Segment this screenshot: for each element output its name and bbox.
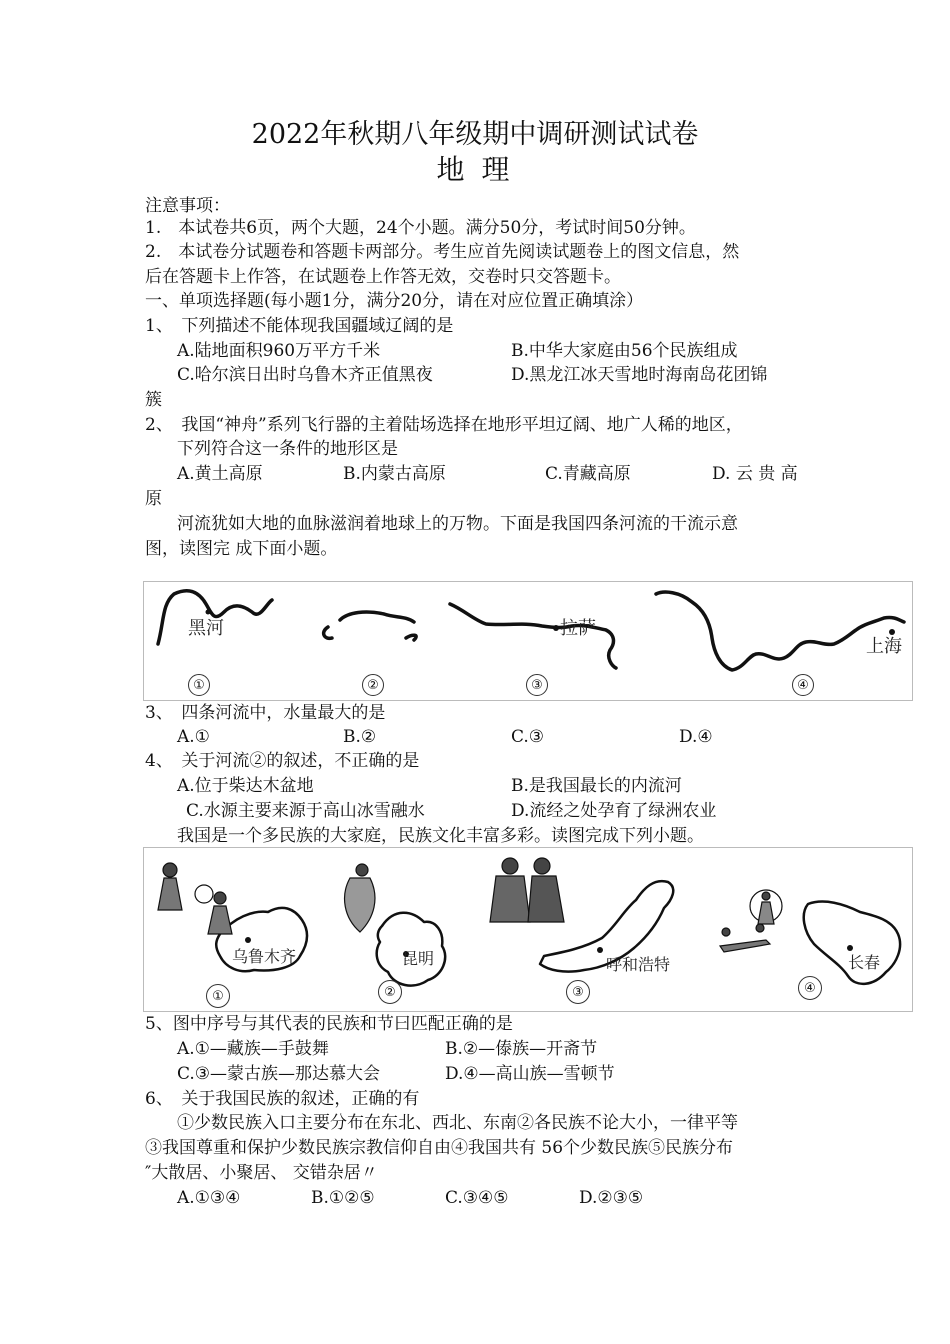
q2-stem-1: 2、 我国“神舟”系列飞行器的主着陆场选择在地形平坦辽阔、地广人稀的地区， [145, 415, 743, 435]
urumqi-dot [245, 937, 251, 943]
uyghur-dancer-figures [158, 863, 232, 934]
q4-option-c: C.水源主要来源于高山冰雪融水 [186, 801, 425, 821]
q4-option-b: B.是我国最长的内流河 [511, 776, 682, 796]
ethnic-number-4: ④ [798, 976, 822, 1000]
q5-stem: 5、图中序号与其代表的民族和节曰匹配正确的是 [145, 1014, 513, 1034]
ethnic-intro: 我国是一个多民族的大家庭，民族文化丰富多彩。读图完成下列小题。 [177, 826, 704, 846]
notes-line-2b: 后在答题卡上作答，在试题卷上作答无效，交卷时只交答题卡。 [145, 267, 621, 287]
korean-festival-figures [720, 890, 782, 952]
rivers-intro-2: 图，读图完 成下面小题。 [145, 539, 338, 559]
q3-stem: 3、 四条河流中，水量最大的是 [145, 703, 386, 723]
q5-option-a: A.①—藏族—手鼓舞 [177, 1039, 329, 1059]
q5-option-d: D.④—高山族—雪顿节 [445, 1064, 615, 1084]
lasa-dot [553, 625, 559, 631]
ethnic-number-1: ① [206, 984, 230, 1008]
river-number-3: ③ [526, 674, 548, 696]
q6-option-c: C.③④⑤ [445, 1188, 509, 1208]
q1-option-b: B.中华大家庭由56个民族组成 [511, 341, 738, 361]
q5-option-b: B.②—傣族—开斋节 [445, 1039, 598, 1059]
q4-stem: 4、 关于河流②的叙述，不正确的是 [145, 751, 420, 771]
rivers-intro-1: 河流犹如大地的血脉滋润着地球上的万物。下面是我国四条河流的干流示意 [177, 514, 738, 534]
q6-option-a: A.①③④ [177, 1188, 241, 1208]
q1-option-d-wrap: 簇 [145, 390, 162, 410]
q2-option-b: B.内蒙古高原 [343, 464, 446, 484]
q6-line-1: ①少数民族入口主要分布在东北、西北、东南②各民族不论大小，一律平等 [177, 1113, 738, 1133]
q3-option-d: D.④ [679, 727, 713, 747]
shanghai-label: 上海 [866, 636, 902, 657]
exam-title: 2022年秋期八年级期中调研测试试卷 [251, 119, 699, 150]
river-number-1: ① [188, 674, 210, 696]
q1-option-d: D.黑龙江冰天雪地时海南岛花团锦 [511, 365, 768, 385]
q3-option-a: A.① [177, 727, 210, 747]
hohhot-dot [597, 947, 603, 953]
q3-option-b: B.② [343, 727, 377, 747]
ethnic-number-3: ③ [566, 980, 590, 1004]
q1-option-c: C.哈尔滨日出时乌鲁木齐正值黑夜 [177, 365, 433, 385]
q1-stem: 1、 下列描述不能体现我国疆域辽阔的是 [145, 316, 454, 336]
q3-option-c: C.③ [511, 727, 545, 747]
notes-line-2a: 2. 本试卷分试题卷和答题卡两部分。考生应首先阅读试题卷上的图文信息，然 [145, 242, 740, 262]
kunming-label: 昆明 [402, 949, 435, 968]
q6-line-3: ″大散居、小聚居、 交错杂居〃 [145, 1163, 378, 1183]
q6-stem: 6、 关于我国民族的叙述，正确的有 [145, 1089, 420, 1109]
ethnic-maps [144, 848, 912, 1011]
ethnic-figure [143, 847, 913, 1012]
q2-stem-2: 下列符合这一条件的地形区是 [177, 439, 398, 459]
hohhot-label: 呼和浩特 [606, 955, 671, 974]
q2-option-d-wrap: 原 [145, 489, 162, 509]
q6-option-b: B.①②⑤ [311, 1188, 375, 1208]
q4-option-d: D.流经之处孕育了绿洲农业 [511, 801, 717, 821]
q5-option-c: C.③—蒙古族—那达慕大会 [177, 1064, 381, 1084]
mongol-wrestler-figures [490, 858, 564, 922]
q6-line-2: ③我国尊重和保护少数民族宗教信仰自由④我国共有 56个少数民族⑤民族分布 [145, 1138, 734, 1158]
river-figure [143, 581, 913, 701]
river-number-2: ② [362, 674, 384, 696]
ethnic-number-2: ② [378, 980, 402, 1004]
q4-option-a: A.位于柴达木盆地 [177, 776, 314, 796]
q1-option-a: A.陆地面积960万平方千米 [177, 341, 381, 361]
lasa-label: 拉萨 [560, 618, 596, 639]
river-number-4: ④ [792, 674, 814, 696]
changchun-label: 长春 [848, 953, 881, 972]
notes-line-1: 1. 本试卷共6页，两个大题，24个小题。满分50分，考试时间50分钟。 [145, 218, 696, 238]
heihe-label: 黑河 [188, 618, 224, 639]
dai-dancer-figure [345, 864, 375, 932]
q6-option-d: D.②③⑤ [579, 1188, 644, 1208]
section-heading: 一、单项选择题(每小题1分，满分20分，请在对应位置正确填涂） [145, 291, 644, 311]
river-2-line [324, 612, 416, 640]
q2-option-d: D. 云 贵 高 [712, 464, 798, 484]
q2-option-c: C.青藏高原 [545, 464, 631, 484]
q2-option-a: A.黄土高原 [177, 464, 263, 484]
subject-title: 地 理 [436, 153, 514, 186]
notes-heading: 注意事项： [145, 196, 230, 216]
urumqi-label: 乌鲁木齐 [232, 947, 297, 966]
